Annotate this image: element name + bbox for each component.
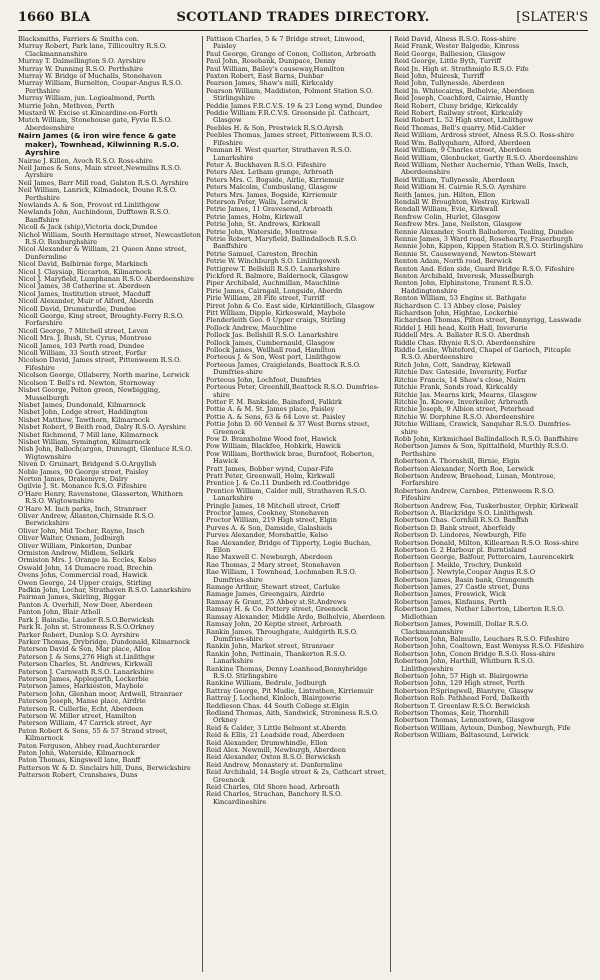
directory-entry: Robertson A. Blackridge S.O. Linlithgwsh xyxy=(394,509,533,517)
directory-entry: Paton Robert & Sons, 55 & 57 Strand street, Kilmarnock xyxy=(18,726,168,743)
directory-entry: Ramage James, Greengairs, Airdrie xyxy=(206,590,325,599)
directory-entry: Oliver William, Pinkerton, Dunbar xyxy=(18,541,132,550)
directory-entry: Paterson Joseph, Manse place, Airdrie xyxy=(18,697,146,706)
directory-entry: Reid Alexander, Oxton R.S.O. Berwicksh xyxy=(206,753,341,762)
directory-entry: Padkin John, Lochar, Strathaven R.S.O. Lanarkshire xyxy=(18,586,192,595)
directory-entry: Reid Thomas, Bell's quarry, Mid-Calder xyxy=(394,123,526,132)
directory-entry: Robertson J. Meikle, Trochry, Dunkeld xyxy=(394,560,522,569)
directory-entry: Porteous John, Lochfoot, Dumfries xyxy=(206,375,322,384)
directory-entry: Nicol Alexander & William, 21 Queen Anne street, Dunfermline xyxy=(18,245,187,261)
directory-entry: Murray Robert, Park lane, Tillicoultry R.S.O. Clackmannanshire xyxy=(18,42,167,58)
directory-entry: Renfrew Mrs. Jane, Neilston, Glasgow xyxy=(394,220,522,229)
directory-entry: Nisbet Robert, 9 Beith road, Dalry R.S.O. Ayrshire xyxy=(18,423,186,432)
directory-entry: Newlands John, Auchindoun, Dufftown R.S.O. Banffshire xyxy=(18,208,171,224)
directory-entry: Nisbet James, Dundonald, Kilmarnock xyxy=(18,400,146,409)
directory-entry: Nicol James, Institution street, Macduff xyxy=(18,289,151,298)
directory-entry: Robertson James, Kinfauns, Perth xyxy=(394,597,507,606)
directory-entry: Pattison Charles, 5 & 7 Bridge street, Linwood, Paisley xyxy=(206,36,365,51)
directory-entry: Reid Charles, Old Shore head, Arbroath xyxy=(206,783,340,792)
directory-entry: Ritchie Dav. Gateside, Inverarity, Forfar xyxy=(394,368,528,377)
directory-entry: Rendall William, Evie, Kirkwall xyxy=(394,205,498,214)
directory-entry: Pow William, Borthwick brae, Burnfoot, Roberton, Hawick xyxy=(206,449,375,466)
directory-entry: Reid William, Tullynessle, Aberdeen xyxy=(394,175,515,184)
directory-entry: Reid William H. Cairnie R.S.O. Ayrshire xyxy=(394,183,527,192)
directory-entry: Renton Archibald, Inveresk, Musselburgh xyxy=(394,272,534,280)
directory-entry: Rankin James, Throughgate, Auldgirth R.S.O. Dumfries-shire xyxy=(206,627,358,643)
directory-entry: Prentice J. & Co.11 Dunbeth rd.Coatbridge xyxy=(206,479,350,488)
directory-entry: Porteous Peter, Greenhill,Beattock R.S.O. Dumfries-shire xyxy=(206,383,380,399)
directory-entry: Robertson D. Bank street, Aberfeldy xyxy=(394,523,516,532)
directory-entry: Murray W. Dunning R.S.O. Perthshire xyxy=(18,64,144,73)
directory-entry: Oliver Andrew, Allanton,Chirnside R.S.O. Berwickshire xyxy=(18,512,156,528)
column-divider xyxy=(390,36,391,972)
directory-entry: Riddle Chas. Rhynie R.S.O. Aberdeenshire xyxy=(394,338,536,347)
directory-entry: Peters Malcolm, Cumbuslang, Glasgow xyxy=(206,183,337,192)
page-number: 1660 xyxy=(18,10,55,25)
directory-entry: Richardson C. 13 Abbey close, Paisley xyxy=(394,301,521,310)
directory-entry: Petrie John, St. Andrews, Kirkwall xyxy=(206,220,321,229)
directory-entry: Paterson W. Miller street, Hamilton xyxy=(18,711,137,720)
directory-entry: Nicol J. Claysiap, Riccarton, Kilmarnock xyxy=(18,267,152,276)
directory-entry: Pearson James, Shaw's mill, Kirkcaldy xyxy=(206,79,334,88)
directory-entry: Paterson William, 47 Carrick street, Ayr xyxy=(18,719,152,728)
directory-entry: Pollock Jas. Bellshill R.S.O. Lanarkshire xyxy=(206,331,339,340)
directory-entry: Reid & Calder, 3 Little Belmont st.Aberdn xyxy=(206,723,346,732)
directory-entry: Ramsay & Grant, 25 Abbey st.St.Andrews xyxy=(206,597,346,606)
directory-entry: Ramsay H. & Co. Pottery street, Greenock xyxy=(206,605,348,614)
directory-entry: Pratt Peter, Greenwall, Holm, Kirkwall xyxy=(206,471,335,480)
directory-entry: Pickford R. Balmore, Baldernock, Glasgow xyxy=(206,272,349,280)
directory-entry: Paterson J. & Sons,276 High st.Linlithgw xyxy=(18,652,155,661)
directory-entry: Nisbet Matthew, Tawthorn, Kilmarnock xyxy=(18,415,150,424)
directory-entry: Purves A. & Son, Damside, Galashiels xyxy=(206,523,333,532)
directory-entry: Norton James, Drakemyre, Dalry xyxy=(18,474,128,483)
directory-entry: Ramsay Alexander, Middle Ardo, Belhelvie, Aberdeen xyxy=(206,612,385,621)
directory-entry: Robertson Andrew, Braehead, Lunan, Montrose, Forfarshire xyxy=(394,471,556,488)
directory-entry: Ritchie Jn. Knowe, Inverkeilor, Arbroath xyxy=(394,397,529,406)
directory-entry: Peebles Thomas, James street, Pittenweem R.S.O. Fifeshire xyxy=(206,131,373,147)
directory-entry: Petrie James, 11 Gravesend, Arbroath xyxy=(206,205,333,214)
directory-entry: Oswald John, 14 Dumacre road, Brechin xyxy=(18,563,153,572)
directory-entry: Ritchie W. Dorphine R.S.O. Aberdeenshire xyxy=(394,412,535,421)
directory-column-2 xyxy=(206,36,389,974)
directory-entry: Parker Robert, Dunlop S.O. Ayrshire xyxy=(18,630,140,639)
directory-entry: Robertson John, 129 High street, Perth xyxy=(394,679,525,688)
directory-entry: Robertson Rob. Pathhead Ford, Dalkeith xyxy=(394,694,530,703)
directory-entry: Renton And. Eden side, Guard Bridge R.S.O. Fifeshire xyxy=(394,264,575,273)
directory-entry: Piper Archibald, Auchmillan, Mauchline xyxy=(206,279,340,288)
directory-entry: Panton John, Blair Atholl xyxy=(18,608,101,617)
directory-entry: Robertson James, Nether Liberton, Liberton R.S.O. Midlothian xyxy=(394,605,565,621)
directory-entry: Mustard W. Excise st.Kincardine-on-Forth xyxy=(18,109,158,118)
directory-entry: Rae Thomas, 2 Mary street, Stonehaven xyxy=(206,560,341,569)
directory-entry: Rennie Alexander, South Balluderon, Tealing, Dundee xyxy=(394,227,574,236)
directory-entry: Nicol James, 38 Catherine st. Aberdeen xyxy=(18,282,151,291)
directory-entry: Ritchie Francis, 14 Shaw's close, Nairn xyxy=(394,375,526,384)
directory-entry: Ovens John, Commercial road, Hawick xyxy=(18,571,148,580)
directory-entry: Paterson David & Son, Mar place, Alloa xyxy=(18,645,151,654)
directory-entry: Robertson George, Balfour, Pettercairn, Laurencekirk xyxy=(394,553,574,562)
directory-entry: Potter F. M. Bankside, Bainsford, Falkirk xyxy=(206,397,343,406)
directory-entry: Neil William, Lanrick, Kilmadock, Doune R.S.O. Perthshire xyxy=(18,186,177,202)
directory-entry: Pratt James, Bobber wynd, Cupar-Fife xyxy=(206,464,334,473)
directory-entry: Murray William, Burnelton, Coupar-Angus R.S.O. Perthshire xyxy=(18,79,183,95)
directory-entry: Nicoll George, 7 Mitchell street, Leven xyxy=(18,326,149,335)
directory-entry: Robertson John, 57 High st. Blairgowrie xyxy=(394,671,529,680)
directory-entry: Nicolson George, Ollaberry, North marine, Lerwick xyxy=(18,371,190,380)
directory-entry: Renton Adam, North road, Berwick xyxy=(394,257,513,266)
directory-entry: Peddie James F.R.C.V.S. 19 & 23 Long wynd, Dundee xyxy=(206,101,383,110)
directory-entry: O'Hare M. Inch parks, Inch, Stranraer xyxy=(18,504,147,513)
directory-entry: Robertson D. Lindores, Newburgh, Fife xyxy=(394,531,526,540)
directory-entry: Reid George, Little Byth, Turriff xyxy=(394,57,502,66)
directory-entry: Peter A. Buckhaven R.S.O. Fifeshire xyxy=(206,160,327,169)
directory-entry: Robertson James & Son, Spittalfield, Murthly R.S.O. Perthshire xyxy=(394,442,569,458)
directory-entry: Park J. Bainslie, Lauder R.S.O.Berwicksh xyxy=(18,615,154,624)
directory-entry: Pollock James, Wellhall road, Hamilton xyxy=(206,346,336,355)
directory-entry: Reid John, Tullynessle, Aberdeen xyxy=(394,79,505,88)
directory-entry: O'Hare Henry, Ravenstone, Glasserton, Whithorn R.S.O. Wigtownshire xyxy=(18,489,183,506)
directory-entry: Reid Robert L. 52 High street, Linlithgow xyxy=(394,116,534,125)
directory-entry: Proctor James, Cookney, Stonehaven xyxy=(206,509,329,517)
directory-entry: Robertson Thomas, Lennoxtown, Glasgow xyxy=(394,716,535,725)
directory-entry: Pirie James, Cairngall, Longside, Aberdn xyxy=(206,286,343,295)
directory-entry: Paul William, Bailey's causeway,Hamilton xyxy=(206,64,345,73)
directory-entry: Pitt William, Dipple, Kirkoswald, Maybole xyxy=(206,309,346,318)
directory-entry: Richardson John, Hightae, Lockerbie xyxy=(394,309,518,318)
directory-entry: Murray W. Bridge of Muchalls, Stonehaven xyxy=(18,72,162,81)
directory-entry: Rae Maxwell C. Newburgh, Aberdeen xyxy=(206,553,333,562)
directory-entry: Neil James & Sons, Main street,Newmilns R.S.O. Ayrshire xyxy=(18,163,182,180)
directory-entry: Oliver John, Mid Tocher, Rayne, Insch xyxy=(18,526,145,535)
directory-entry: Peebles H. & Son, Prestwick R.S.O.Ayrsh xyxy=(206,123,344,132)
directory-entry: Petrie Robert, Maryfield, Ballindalloch R.S.O. Banffshire xyxy=(206,234,358,251)
directory-entry: Renton William, 53 Engine st. Bathgate xyxy=(394,294,527,303)
directory-entry: Petrie John, Waterside, Montrose xyxy=(206,227,317,236)
directory-entry: Nichol William, South Hermitage street, Newcastleton R.S.O. Roxburghshire xyxy=(18,230,201,246)
directory-entry: Paterson John, Glenhan moor, Ardwell, Stranraer xyxy=(18,689,183,698)
page-title: SCOTLAND TRADES DIRECTORY. xyxy=(176,10,430,25)
directory-entry: Robertson Chas. Cornhill R.S.O. Banffsh xyxy=(394,516,529,525)
directory-entry: Porteous James, Craigielands, Beattock R.S.O. Dumfries-shire xyxy=(206,360,361,377)
directory-entry: Rennie John, Kippen, Kippen Station R.S.O. Stirlingshire xyxy=(394,242,584,251)
directory-entry: Parker Thomas, Drybridge, Dundonald, Kilmarnock xyxy=(18,637,190,646)
directory-entry: Nicoll James, 103 Perth road, Dundee xyxy=(18,341,145,350)
directory-entry: Pringle James, 18 Mitchell street, Crieff xyxy=(206,501,340,510)
directory-entry: Pottie A. & Sons, 63 & 64 Love st. Paisley xyxy=(206,412,346,421)
directory-entry: Neil James, Barr Mill road, Galston R.S.O. Ayrshire xyxy=(18,178,189,187)
directory-entry: Robertson Andrew, Fea, Tuskerbuster, Orphir, Kirkwall xyxy=(394,501,578,510)
directory-entry: Nicolson T. Bell's rd. Newton, Stornoway xyxy=(18,378,155,387)
directory-entry: Peddie William F.R.C.V.S. Greenside pl. Cathcart, Glasgow xyxy=(206,109,370,125)
directory-entry: Pearson William, Maddiston, Polmont Station S.O. Stirlingshire xyxy=(206,86,374,103)
directory-entry: Paul George, Grange of Conon, Colliston, Arbroath xyxy=(206,49,376,58)
directory-entry: Paton John, Waterside, Kilmarnock xyxy=(18,749,135,757)
directory-entry: Reid Andrew, Monastery st. Dunfermline xyxy=(206,760,343,769)
directory-entry: Robertson John, Coaltown, East Wemyss R.S.O. Fifeshire xyxy=(394,642,584,651)
directory-entry: Reid Alexander, Drumwhindle, Ellon xyxy=(206,738,328,747)
directory-entry: Reid Joseph, Coachford, Cairnie, Huntly xyxy=(394,94,529,103)
directory-entry: Riddle Leslie, Whiteford, Chapel of Garioch, Pitcaple R.S.O. Aberdeenshire xyxy=(394,346,571,362)
publisher-name: [SLATER'S xyxy=(516,10,588,25)
directory-entry: Robertson J. Newtyle,Coupar Angus R.S.O xyxy=(394,568,536,577)
directory-entry: Ormiston Andrew, Midlem, Selkirk xyxy=(18,549,134,558)
directory-entry: Rae William, 1 Townhead, Lochmaben R.S.O. Dumfries-shire xyxy=(206,568,357,584)
directory-entry: Nicoll David, Drumsturdie, Dundee xyxy=(18,304,136,313)
directory-entry: Petrie W. Winchburgh S.O. Linlithgowsh xyxy=(206,257,340,266)
directory-entry: Robertson John, Harthill, Whitburn R.S.O. Linlithgowshire xyxy=(394,657,535,673)
directory-entry: Ormiston Mrs. J. Orange la. Eccles, Kelso xyxy=(18,556,157,565)
directory-entry: Ritchie William, Crawick, Sanquhar R.S.O. Dumfries-shire xyxy=(394,420,572,436)
directory-entry: Newlands A. & Son, Provost rd.Linlithgow xyxy=(18,200,160,209)
directory-entry: Pow D. Branxholme Wood foot, Hawick xyxy=(206,434,337,443)
directory-entry: Rattray George, Pit Mudie, Lintrathen, Kirriemuir xyxy=(206,686,374,695)
directory-entry: Rae Alexander, Bridge of Tipperty, Logie Buchan, Ellon xyxy=(206,538,372,555)
directory-entry: Petrie Samuel, Careston, Brechin xyxy=(206,249,318,258)
directory-entry: Renfrew Colin, Hurlet, Glasgow xyxy=(394,212,501,221)
directory-entry: Rankin John, Pettinain, Thankerton R.S.O. Lanarkshire xyxy=(206,649,347,666)
directory-entry: Pirret John & Co. East side, Kirkintilloch, Glasgow xyxy=(206,301,375,310)
directory-entry: Reith James, jun. Hilton, Ellon xyxy=(394,190,496,199)
directory-entry: Blacksmiths, Farriers & Smiths con. xyxy=(18,36,140,43)
directory-entry: Reid Robert, Cluny bridge, Kirkcaldy xyxy=(394,101,518,110)
directory-entry: Nicoll William, 33 South street, Forfar xyxy=(18,349,147,358)
directory-entry: Plenderleith Geo. 6 Upper craigs, Stirling xyxy=(206,316,346,325)
directory-entry: Paterson James, Applegarth, Lockerbie xyxy=(18,674,149,683)
directory-entry: Robertson James, Powmill, Dollar R.S.O. Clackmannanshire xyxy=(394,620,529,636)
directory-entry: Penman H. West quarter, Strathaven R.S.O. Lanarkshire xyxy=(206,146,352,162)
directory-entry: Redland Thomas, Aith, Sandwick, Stromness R.S.O. Orkney xyxy=(206,708,379,725)
directory-column-1 xyxy=(18,36,201,974)
directory-entry: Robertson William, Baltasound, Lerwick xyxy=(394,731,529,740)
directory-entry: Reid Jn. High st. Strathmiglo R.S.O. Fife xyxy=(394,64,529,73)
directory-entry: Nicolson David, James street, Pittenweem R.S.O. Fifeshire xyxy=(18,356,182,372)
directory-entry: Purves Alexander, Morebattle, Kelso xyxy=(206,531,328,540)
directory-entry: Riddell Mrs. A. Ballater R.S.O. Aberdnsh xyxy=(394,331,530,340)
directory-entry: Pollock Andrew, Mauchline xyxy=(206,323,297,332)
directory-entry: Robertson James, 27 Castle street, Duns xyxy=(394,583,530,592)
directory-entry: Robb John, Kirkmichael Ballindalloch R.S.O. Banffshire xyxy=(394,434,579,443)
directory-entry: Riddel J. Hill head, Keith Hall, Inverurie xyxy=(394,323,528,332)
directory-entry: Nairn James (& iron wire fence & gate maker), Townhead, Kilwinning R.S.O. Ayrshire xyxy=(18,131,180,158)
running-header xyxy=(18,8,588,31)
directory-entry: Park R. John st. Stromness R.S.O.Orkney xyxy=(18,623,155,632)
directory-entry: Patterson W. & D. Sinclairs hill, Duns, Berwickshire xyxy=(18,763,191,772)
directory-entry: Reid Frank, Wester Balgedie, Kinross xyxy=(394,42,520,51)
directory-entry: Murrie John, Methven, Perth xyxy=(18,101,115,110)
directory-entry: Richardson Thomas, Pilton street, Bonnyrigg, Lasswade xyxy=(394,316,582,325)
directory-entry: Pollock James, Cumbernauld, Glasgow xyxy=(206,338,335,347)
directory-entry: Nisbet John, Lodge street, Haddington xyxy=(18,408,148,417)
directory-entry: Paterson James, Harkieston, Maybole xyxy=(18,682,144,691)
directory-entry: Paterson J. Carnwath R.S.O. Lanarkshire xyxy=(18,667,154,676)
directory-entry: Nisbet Richmond, 7 Mill lane, Kilmarnock xyxy=(18,430,159,439)
directory-entry: Nicoll & Jack (ship),Victoria dock,Dundee xyxy=(18,223,158,232)
directory-entry: Reid Wm. Ballyquharn, Alford, Aberdeen xyxy=(394,138,531,147)
directory-entry: Ritchie Frank, Sands road, Kirkcaldy xyxy=(394,383,518,392)
directory-entry: Robertson James, Freswick, Wick xyxy=(394,590,506,599)
directory-entry: Reid Robert, Railway street, Kirkcaldy xyxy=(394,109,523,118)
directory-entry: Ritch John, Cott, Sandray, Kirkwall xyxy=(394,360,511,369)
directory-entry: Ritchie Joseph, 9 Albion street, Peterhead xyxy=(394,405,535,414)
section-abbreviation: BLA xyxy=(60,10,91,25)
directory-entry: Porteous J. & Son, West port, Linlithgow xyxy=(206,353,341,362)
directory-entry: Pirie William, 28 Fife street, Turriff xyxy=(206,294,325,303)
directory-entry: Robertson John, Balmullo, Leuchars R.S.O. Fifeshire xyxy=(394,634,570,643)
directory-entry: Robertson John, Conon Bridge R.S.O. Ross-shire xyxy=(394,649,556,658)
directory-entry: Peterson Peter, Walls, Lerwick xyxy=(206,197,308,206)
directory-entry: Nisbet William, Symington, Kilmarnock xyxy=(18,437,151,446)
directory-entry: Renton John, Elphinstone, Tranent R.S.O. Haddingtonshire xyxy=(394,279,533,295)
directory-entry: Paterson Charles, St. Andrews, Kirkwall xyxy=(18,660,153,669)
directory-entry: Rankine William, Bedrule, Jedburgh xyxy=(206,679,327,688)
directory-entry: Robertson Andrew, Carnbee, Pittenweem R.S.O. Fifeshire xyxy=(394,486,555,503)
directory-entry: Robertson G. 2 Harbour pl. Burntisland xyxy=(394,546,527,555)
directory-entry: Ogilvie J. St. Monance R.S.O. Fifeshire xyxy=(18,482,147,491)
directory-entry: Paterson R. Cullerlie, Echt, Aberdeen xyxy=(18,704,144,713)
directory-entry: Reid George, Balliesion, Glasgow xyxy=(394,49,506,58)
directory-entry: Peters Mrs. James, Bogside, Kirriemuir xyxy=(206,190,337,199)
directory-entry: Nish John, Balloch(argon, Dunragit, Glenluce R.S.O. Wigtownshire xyxy=(18,445,193,461)
directory-entry: Nicoll George, King street, Broughty-Ferry R.S.O. Forfarshire xyxy=(18,312,184,328)
directory-entry: Rendall W. Broughton, Westray, Kirkwall xyxy=(394,197,530,206)
directory-entry: Pottie John D. 60 Vennel & 37 West Burns street, Greenock xyxy=(206,420,370,436)
directory-entry: Panton A. Overhill, New Deer, Aberdeen xyxy=(18,600,153,609)
directory-entry: Nairne J. Killen, Avoch R.S.O. Ross-shire xyxy=(18,156,153,165)
directory-entry: Pairman James, Skirling, Biggar xyxy=(18,593,126,602)
directory-entry: Robertson James, Basin bank, Grangemth xyxy=(394,575,534,584)
directory-entry: Murray William, jun. Logiealmond, Perth xyxy=(18,94,155,103)
directory-entry: Noble James, 90 George street, Paisley xyxy=(18,467,149,476)
directory-entry: Robertson William, Aytoun, Dunbog, Newburgh, Fife xyxy=(394,723,571,732)
directory-entry: Reid William, Ardross street, Alness R.S.O. Ross-shire xyxy=(394,131,574,140)
directory-entry: Proctor William, 219 High street, Elgin xyxy=(206,516,338,525)
directory-entry: Rennie St. Causewayend, Newton-Stewart xyxy=(394,249,537,258)
directory-entry: Rennie James, 3 Ward road, Rosehearty, Fraserburgh xyxy=(394,234,573,243)
directory-entry: Reid Charles, Strachan, Banchory R.S.O. Kincardineshire xyxy=(206,790,343,806)
directory-entry: Reid Jn. Whitecairns, Belhelvie, Aberdeen xyxy=(394,86,535,95)
directory-entry: Mutch William, Stonehouse gate, Fyvie R.S.O. Aberdeenshire xyxy=(18,116,172,132)
directory-entry: Nicol David, Balbirnie forge, Markinch xyxy=(18,260,148,269)
directory-entry: Reddieson Chas. 44 South College st.Elgin xyxy=(206,701,350,710)
directory-entry: Pow William, Blackfee, Hobkirk, Hawick xyxy=(206,442,341,451)
directory-entry: Paul John, Rosebank, Dunipace, Denny xyxy=(206,57,336,66)
directory-entry: Reid John, Muiresk, Turriff xyxy=(394,72,485,81)
directory-entry: Paton Ferguson, Abbey road,Auchterarder xyxy=(18,741,160,750)
directory-entry: Robertson Alexander, North Roe, Lerwick xyxy=(394,464,534,473)
directory-entry: Robertson A. Thornshill, Birnie, Elgin xyxy=(394,457,520,466)
directory-entry: Peters Mrs. C. Bogside, Airlie, Kirriemuir xyxy=(206,175,344,184)
directory-entry: Petrie James, Holm, Kirkwall xyxy=(206,212,303,221)
directory-entry: Reid William, 9 Charles street, Aberdeen xyxy=(394,146,532,155)
directory-entry: Robertson T. Greenlaw R.S.O. Berwicksh xyxy=(394,701,531,710)
directory-entry: Pettigrew T. Bellshill R.S.O. Lanarkshire xyxy=(206,264,341,273)
directory-entry: Reid Archibald, 14 Bogle street & 2s, Cathcart street, Greenock xyxy=(206,768,387,784)
directory-entry: Robertson Thomas, Keir, Thornhill xyxy=(394,708,509,717)
directory-entry: Peters Alex. Letham grange, Arbroath xyxy=(206,168,334,177)
directory-entry: Paton Thomas, Kingswell lane, Banff xyxy=(18,756,141,765)
directory-column-3 xyxy=(394,36,586,974)
directory-entry: Murray T. Dalmellington S.O. Ayrshire xyxy=(18,57,146,66)
directory-entry: Ramage Arthur, Stewart street, Carluke xyxy=(206,583,340,592)
directory-entry: Nicoll Mrs. J. Bush, St. Cyrus, Montrose xyxy=(18,334,152,343)
directory-entry: Ramsay John, 20 Keptie street, Arbroath xyxy=(206,620,342,629)
directory-entry: Pottie A. & M. St. James place, Paisley xyxy=(206,405,335,414)
directory-entry: Reid William, Nether Auchernie, Ythan Wells, Insch, Aberdeenshire xyxy=(394,160,569,177)
directory-entry: Rankin John, Market street, Stranraer xyxy=(206,642,334,651)
directory-entry: Patterson Robert, Cranshaws, Duns xyxy=(18,771,138,780)
directory-entry: Robertson Donald, Milton, Killearnan R.S.O. Ross-shire xyxy=(394,538,579,547)
directory-entry: Owen George, 24 Upper craigs, Stirling xyxy=(18,578,152,587)
directory-entry: Reid William, Glenbucket, Gartly R.S.O. Aberdeenshire xyxy=(394,153,578,162)
directory-entry: Oliver Walter, Oxnam, Jedburgh xyxy=(18,534,125,543)
directory-entry: Robertson P.Springwell, Blantyre, Glasgw xyxy=(394,686,534,695)
directory-entry: Prentice William, Calder mill, Strathaven R.S.O. Lanarkshire xyxy=(206,486,367,503)
directory-entry: Rattray J. Lochend, Kinloch, Blairgowrie xyxy=(206,694,342,703)
directory-entry: Ritchie Jas. Mearns kirk, Mearns, Glasgow xyxy=(394,390,537,399)
directory-entry: Nicol J. Maryfield, Lumphanan R.S.O. Aberdeenshire xyxy=(18,275,194,283)
directory-entry: Reid & Ellis, 21 Leadside road, Aberdeen xyxy=(206,731,345,740)
column-divider xyxy=(202,36,203,972)
directory-entry: Nisbet George, Pelton green, Newbigging, Musselburgh xyxy=(18,386,161,402)
directory-entry: Reid David, Alness R.S.O. Ross-shire xyxy=(394,36,517,43)
directory-entry: Paxton Robert, East Barns, Dunbar xyxy=(206,72,324,81)
directory-entry: Rankine Thomas, Denny Loanhead,Bonnybridge R.S.O. Stirlingshire xyxy=(206,664,368,680)
directory-entry: Niven D. Gruinart, Bridgend S.O.Argyllsh xyxy=(18,460,157,469)
directory-entry: Reid Alex. Newmill, Newburgh, Aberdeen xyxy=(206,746,346,754)
directory-entry: Nicoll Alexander, Muir of Alford, Aberdn xyxy=(18,297,154,306)
